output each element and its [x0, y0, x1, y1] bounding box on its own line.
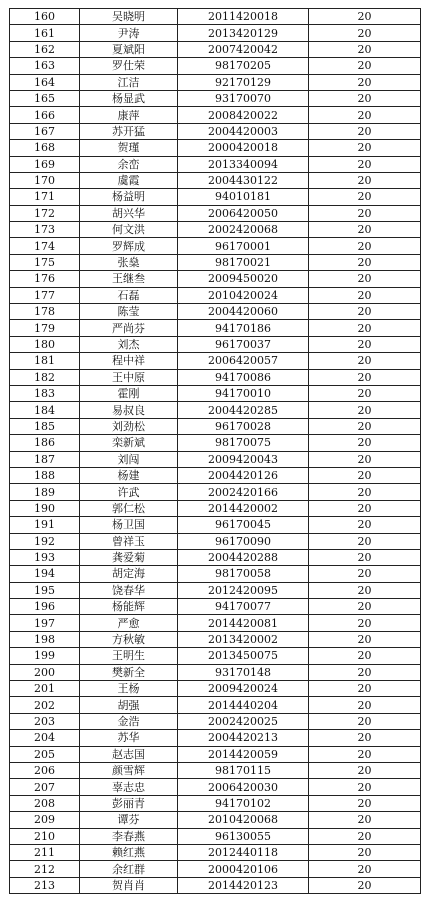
id-number-cell: 2013420129 — [178, 25, 309, 41]
id-number-cell: 94170102 — [178, 795, 309, 811]
id-number-cell: 2012420095 — [178, 582, 309, 598]
row-index-cell: 187 — [10, 451, 80, 467]
row-index-cell: 210 — [10, 828, 80, 844]
table-row — [10, 599, 421, 615]
name-cell: 杨卫国 — [80, 517, 178, 533]
name-cell: 严尚芬 — [80, 320, 178, 336]
value-cell: 20 — [309, 664, 421, 680]
name-cell: 康萍 — [80, 107, 178, 123]
row-index-cell: 162 — [10, 41, 80, 57]
table-row — [10, 189, 421, 205]
name-cell: 夏斌阳 — [80, 41, 178, 57]
value-cell: 20 — [309, 353, 421, 369]
row-index-cell: 205 — [10, 746, 80, 762]
row-index-cell: 168 — [10, 140, 80, 156]
id-number-cell: 2004430122 — [178, 172, 309, 188]
row-index-cell: 194 — [10, 566, 80, 582]
row-index-cell: 161 — [10, 25, 80, 41]
id-number-cell: 98170115 — [178, 762, 309, 778]
id-number-cell: 93170070 — [178, 90, 309, 106]
row-index-cell: 160 — [10, 9, 80, 25]
table-row — [10, 287, 421, 303]
id-number-cell: 2009420024 — [178, 681, 309, 697]
id-number-cell: 94010181 — [178, 189, 309, 205]
row-index-cell: 213 — [10, 877, 80, 893]
value-cell: 20 — [309, 172, 421, 188]
name-cell: 许武 — [80, 484, 178, 500]
name-cell: 胡兴华 — [80, 205, 178, 221]
table-row — [10, 648, 421, 664]
row-index-cell: 207 — [10, 779, 80, 795]
table-row — [10, 9, 421, 25]
roster-table-body — [10, 9, 421, 894]
id-number-cell: 2012440118 — [178, 844, 309, 860]
value-cell: 20 — [309, 254, 421, 270]
row-index-cell: 178 — [10, 304, 80, 320]
row-index-cell: 182 — [10, 369, 80, 385]
id-number-cell: 2010420068 — [178, 812, 309, 828]
id-number-cell: 2006420030 — [178, 779, 309, 795]
row-index-cell: 175 — [10, 254, 80, 270]
table-row — [10, 254, 421, 270]
id-number-cell: 92170129 — [178, 74, 309, 90]
row-index-cell: 183 — [10, 385, 80, 401]
id-number-cell: 96170028 — [178, 418, 309, 434]
table-row — [10, 385, 421, 401]
name-cell: 刘闯 — [80, 451, 178, 467]
table-row — [10, 58, 421, 74]
value-cell: 20 — [309, 533, 421, 549]
name-cell: 杨显武 — [80, 90, 178, 106]
id-number-cell: 98170205 — [178, 58, 309, 74]
row-index-cell: 200 — [10, 664, 80, 680]
name-cell: 杨能辉 — [80, 599, 178, 615]
id-number-cell: 96170001 — [178, 238, 309, 254]
name-cell: 龚爱菊 — [80, 549, 178, 565]
value-cell: 20 — [309, 336, 421, 352]
table-row — [10, 812, 421, 828]
name-cell: 贺肖肖 — [80, 877, 178, 893]
value-cell: 20 — [309, 123, 421, 139]
id-number-cell: 2013450075 — [178, 648, 309, 664]
name-cell: 程中祥 — [80, 353, 178, 369]
table-row — [10, 107, 421, 123]
table-row — [10, 828, 421, 844]
name-cell: 郭仁松 — [80, 500, 178, 516]
value-cell: 20 — [309, 156, 421, 172]
id-number-cell: 2000420106 — [178, 861, 309, 877]
row-index-cell: 184 — [10, 402, 80, 418]
value-cell: 20 — [309, 74, 421, 90]
table-row — [10, 762, 421, 778]
value-cell: 20 — [309, 41, 421, 57]
id-number-cell: 94170077 — [178, 599, 309, 615]
value-cell: 20 — [309, 812, 421, 828]
table-row — [10, 369, 421, 385]
row-index-cell: 180 — [10, 336, 80, 352]
row-index-cell: 196 — [10, 599, 80, 615]
value-cell: 20 — [309, 779, 421, 795]
name-cell: 方秋敏 — [80, 631, 178, 647]
row-index-cell: 209 — [10, 812, 80, 828]
id-number-cell: 2004420288 — [178, 549, 309, 565]
name-cell: 杨建 — [80, 467, 178, 483]
id-number-cell: 2000420018 — [178, 140, 309, 156]
row-index-cell: 193 — [10, 549, 80, 565]
value-cell: 20 — [309, 205, 421, 221]
id-number-cell: 96170037 — [178, 336, 309, 352]
value-cell: 20 — [309, 582, 421, 598]
table-row — [10, 123, 421, 139]
name-cell: 张燊 — [80, 254, 178, 270]
table-row — [10, 631, 421, 647]
row-index-cell: 203 — [10, 713, 80, 729]
value-cell: 20 — [309, 189, 421, 205]
name-cell: 彭丽青 — [80, 795, 178, 811]
name-cell: 胡强 — [80, 697, 178, 713]
row-index-cell: 208 — [10, 795, 80, 811]
id-number-cell: 93170148 — [178, 664, 309, 680]
value-cell: 20 — [309, 451, 421, 467]
value-cell: 20 — [309, 271, 421, 287]
name-cell: 吴晓明 — [80, 9, 178, 25]
id-number-cell: 2004420285 — [178, 402, 309, 418]
roster-table — [9, 8, 421, 894]
id-number-cell: 94170010 — [178, 385, 309, 401]
name-cell: 严愈 — [80, 615, 178, 631]
value-cell: 20 — [309, 402, 421, 418]
id-number-cell: 2014420123 — [178, 877, 309, 893]
name-cell: 江洁 — [80, 74, 178, 90]
id-number-cell: 2011420018 — [178, 9, 309, 25]
value-cell: 20 — [309, 762, 421, 778]
row-index-cell: 185 — [10, 418, 80, 434]
value-cell: 20 — [309, 844, 421, 860]
table-row — [10, 730, 421, 746]
row-index-cell: 191 — [10, 517, 80, 533]
value-cell: 20 — [309, 681, 421, 697]
table-row — [10, 90, 421, 106]
row-index-cell: 174 — [10, 238, 80, 254]
name-cell: 王明生 — [80, 648, 178, 664]
table-row — [10, 271, 421, 287]
id-number-cell: 96130055 — [178, 828, 309, 844]
value-cell: 20 — [309, 795, 421, 811]
table-row — [10, 697, 421, 713]
value-cell: 20 — [309, 369, 421, 385]
id-number-cell: 2009420043 — [178, 451, 309, 467]
table-row — [10, 336, 421, 352]
value-cell: 20 — [309, 238, 421, 254]
value-cell: 20 — [309, 877, 421, 893]
row-index-cell: 212 — [10, 861, 80, 877]
row-index-cell: 164 — [10, 74, 80, 90]
value-cell: 20 — [309, 828, 421, 844]
value-cell: 20 — [309, 304, 421, 320]
id-number-cell: 2006420050 — [178, 205, 309, 221]
row-index-cell: 189 — [10, 484, 80, 500]
table-row — [10, 517, 421, 533]
id-number-cell: 98170075 — [178, 435, 309, 451]
value-cell: 20 — [309, 385, 421, 401]
table-row — [10, 451, 421, 467]
name-cell: 谭芬 — [80, 812, 178, 828]
name-cell: 罗仕荣 — [80, 58, 178, 74]
value-cell: 20 — [309, 222, 421, 238]
value-cell: 20 — [309, 435, 421, 451]
id-number-cell: 2008420022 — [178, 107, 309, 123]
value-cell: 20 — [309, 484, 421, 500]
table-row — [10, 582, 421, 598]
value-cell: 20 — [309, 697, 421, 713]
table-row — [10, 41, 421, 57]
id-number-cell: 2009450020 — [178, 271, 309, 287]
row-index-cell: 202 — [10, 697, 80, 713]
table-row — [10, 746, 421, 762]
value-cell: 20 — [309, 418, 421, 434]
row-index-cell: 195 — [10, 582, 80, 598]
table-row — [10, 172, 421, 188]
id-number-cell: 2006420057 — [178, 353, 309, 369]
name-cell: 饶春华 — [80, 582, 178, 598]
row-index-cell: 206 — [10, 762, 80, 778]
table-row — [10, 549, 421, 565]
row-index-cell: 173 — [10, 222, 80, 238]
name-cell: 胡定海 — [80, 566, 178, 582]
row-index-cell: 176 — [10, 271, 80, 287]
name-cell: 余峦 — [80, 156, 178, 172]
row-index-cell: 204 — [10, 730, 80, 746]
value-cell: 20 — [309, 320, 421, 336]
id-number-cell: 2014440204 — [178, 697, 309, 713]
value-cell: 20 — [309, 25, 421, 41]
value-cell: 20 — [309, 517, 421, 533]
table-row — [10, 205, 421, 221]
row-index-cell: 179 — [10, 320, 80, 336]
name-cell: 何文洪 — [80, 222, 178, 238]
name-cell: 王中原 — [80, 369, 178, 385]
table-row — [10, 353, 421, 369]
row-index-cell: 169 — [10, 156, 80, 172]
name-cell: 罗辉成 — [80, 238, 178, 254]
name-cell: 辜志忠 — [80, 779, 178, 795]
table-row — [10, 566, 421, 582]
name-cell: 陈莹 — [80, 304, 178, 320]
id-number-cell: 2010420024 — [178, 287, 309, 303]
table-row — [10, 304, 421, 320]
row-index-cell: 199 — [10, 648, 80, 664]
table-row — [10, 222, 421, 238]
name-cell: 王杨 — [80, 681, 178, 697]
id-number-cell: 2013420002 — [178, 631, 309, 647]
row-index-cell: 163 — [10, 58, 80, 74]
value-cell: 20 — [309, 631, 421, 647]
value-cell: 20 — [309, 9, 421, 25]
row-index-cell: 198 — [10, 631, 80, 647]
name-cell: 金浩 — [80, 713, 178, 729]
name-cell: 苏开猛 — [80, 123, 178, 139]
table-row — [10, 861, 421, 877]
name-cell: 樊新全 — [80, 664, 178, 680]
id-number-cell: 98170021 — [178, 254, 309, 270]
id-number-cell: 2002420166 — [178, 484, 309, 500]
row-index-cell: 197 — [10, 615, 80, 631]
id-number-cell: 2013340094 — [178, 156, 309, 172]
id-number-cell: 96170045 — [178, 517, 309, 533]
table-row — [10, 435, 421, 451]
row-index-cell: 186 — [10, 435, 80, 451]
id-number-cell: 2002420068 — [178, 222, 309, 238]
name-cell: 贺瑾 — [80, 140, 178, 156]
id-number-cell: 2004420126 — [178, 467, 309, 483]
row-index-cell: 165 — [10, 90, 80, 106]
value-cell: 20 — [309, 648, 421, 664]
row-index-cell: 167 — [10, 123, 80, 139]
value-cell: 20 — [309, 58, 421, 74]
row-index-cell: 171 — [10, 189, 80, 205]
name-cell: 易叔良 — [80, 402, 178, 418]
id-number-cell: 2004420213 — [178, 730, 309, 746]
id-number-cell: 2007420042 — [178, 41, 309, 57]
value-cell: 20 — [309, 140, 421, 156]
id-number-cell: 98170058 — [178, 566, 309, 582]
name-cell: 王继叁 — [80, 271, 178, 287]
name-cell: 李春燕 — [80, 828, 178, 844]
table-row — [10, 681, 421, 697]
value-cell: 20 — [309, 287, 421, 303]
value-cell: 20 — [309, 746, 421, 762]
row-index-cell: 201 — [10, 681, 80, 697]
id-number-cell: 2004420060 — [178, 304, 309, 320]
row-index-cell: 211 — [10, 844, 80, 860]
name-cell: 刘杰 — [80, 336, 178, 352]
table-row — [10, 533, 421, 549]
row-index-cell: 172 — [10, 205, 80, 221]
name-cell: 赵志国 — [80, 746, 178, 762]
table-row — [10, 238, 421, 254]
name-cell: 石磊 — [80, 287, 178, 303]
id-number-cell: 2004420003 — [178, 123, 309, 139]
value-cell: 20 — [309, 599, 421, 615]
row-index-cell: 192 — [10, 533, 80, 549]
table-row — [10, 467, 421, 483]
id-number-cell: 2014420059 — [178, 746, 309, 762]
id-number-cell: 94170186 — [178, 320, 309, 336]
name-cell: 曾祥玉 — [80, 533, 178, 549]
value-cell: 20 — [309, 566, 421, 582]
table-row — [10, 500, 421, 516]
row-index-cell: 181 — [10, 353, 80, 369]
name-cell: 栾新斌 — [80, 435, 178, 451]
name-cell: 杨益明 — [80, 189, 178, 205]
table-row — [10, 713, 421, 729]
name-cell: 霍刚 — [80, 385, 178, 401]
row-index-cell: 190 — [10, 500, 80, 516]
table-row — [10, 74, 421, 90]
table-row — [10, 484, 421, 500]
value-cell: 20 — [309, 107, 421, 123]
row-index-cell: 166 — [10, 107, 80, 123]
value-cell: 20 — [309, 730, 421, 746]
name-cell: 苏华 — [80, 730, 178, 746]
id-number-cell: 2014420081 — [178, 615, 309, 631]
row-index-cell: 188 — [10, 467, 80, 483]
table-row — [10, 140, 421, 156]
table-row — [10, 402, 421, 418]
value-cell: 20 — [309, 500, 421, 516]
table-row — [10, 25, 421, 41]
table-row — [10, 156, 421, 172]
name-cell: 赖红燕 — [80, 844, 178, 860]
id-number-cell: 96170090 — [178, 533, 309, 549]
row-index-cell: 170 — [10, 172, 80, 188]
id-number-cell: 2014420002 — [178, 500, 309, 516]
value-cell: 20 — [309, 713, 421, 729]
table-row — [10, 664, 421, 680]
value-cell: 20 — [309, 861, 421, 877]
name-cell: 余红群 — [80, 861, 178, 877]
id-number-cell: 94170086 — [178, 369, 309, 385]
table-row — [10, 320, 421, 336]
id-number-cell: 2002420025 — [178, 713, 309, 729]
table-row — [10, 779, 421, 795]
name-cell: 尹涛 — [80, 25, 178, 41]
table-row — [10, 615, 421, 631]
name-cell: 颜雪辉 — [80, 762, 178, 778]
table-row — [10, 877, 421, 893]
value-cell: 20 — [309, 90, 421, 106]
value-cell: 20 — [309, 549, 421, 565]
table-row — [10, 844, 421, 860]
row-index-cell: 177 — [10, 287, 80, 303]
value-cell: 20 — [309, 467, 421, 483]
roster-table-container — [9, 8, 420, 894]
name-cell: 刘劲松 — [80, 418, 178, 434]
name-cell: 虞霞 — [80, 172, 178, 188]
table-row — [10, 418, 421, 434]
value-cell: 20 — [309, 615, 421, 631]
table-row — [10, 795, 421, 811]
